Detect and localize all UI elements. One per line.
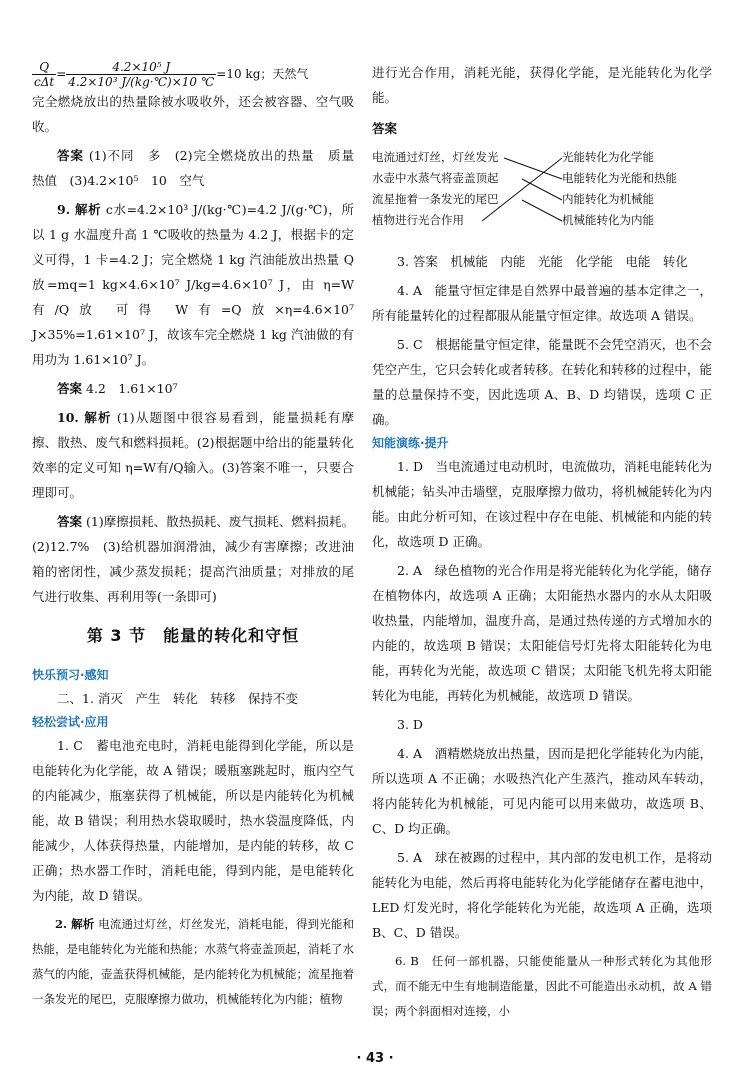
match-line — [522, 179, 562, 200]
right-column — [372, 60, 712, 1024]
match-left-item: 植物进行光合作用 — [372, 213, 464, 227]
match-right-item: 内能转化为机械能 — [562, 192, 654, 206]
qingsong-heading: 轻松尝试·应用 — [32, 715, 109, 729]
match-right-item: 电能转化为光能和热能 — [562, 171, 677, 185]
match-answer-label: 答案 — [372, 121, 398, 136]
page-number: · 43 · — [356, 1051, 394, 1066]
practice-3: 3. D — [397, 717, 423, 732]
match-line — [522, 200, 562, 221]
formula-tail: =10 kg；天然气 — [216, 67, 309, 81]
match-right-item: 机械能转化为内能 — [562, 213, 654, 227]
match-right-item: 光能转化为化学能 — [562, 150, 654, 164]
match-right-list — [562, 147, 712, 231]
left-column — [32, 60, 367, 1012]
question-2-continuation: 进行光合作用，消耗光能，获得化学能，是光能转化为化学能。 — [372, 65, 712, 105]
match-left-item: 流星拖着一条发光的尾巴 — [372, 192, 499, 206]
question-2-analysis: 2. 解析 电流通过灯丝，灯丝发光，消耗电能，得到光能和热能，是电能转化为光能和热能；水蒸气将壶盖顶起，消耗了水蒸气的内能，壶盖获得机械能，是内能转化为机械能；流星拖着一条发光的尾巴，克服摩擦力做功，机械能转化为内能；植物 — [32, 917, 355, 1006]
question-5: 5. C 根据能量守恒定律，能量既不会凭空消灭，也不会凭空产生，它只会转化或者转移。在转化和转移的过程中，能量的总量保持不变，因此选项 A、B、D 均错误，选项 C 正确。 — [372, 337, 712, 427]
practice-5: 5. A 球在被踢的过程中，其内部的发电机工作，是将动能转化为电能，然后再将电能转化为化学能储存在蓄电池中，LED 灯发光时，将化学能转化为光能，故选项 A 正确，选项 B、C、D 错误。 — [372, 850, 712, 940]
intro-continuation: 完全燃烧放出的热量除被水吸收外，还会被容器、空气吸收。 — [32, 94, 354, 134]
question-4: 4. A 能量守恒定律是自然界中最普遍的基本定律之一，所有能量转化的过程都服从能量守恒定律。故选项 A 错误。 — [372, 283, 712, 323]
practice-1: 1. D 当电流通过电动机时，电流做功，消耗电能转化为机械能；钻头冲击墙壁，克服摩擦力做功，将机械能转化为内能。由此分析可知，在该过程中存在电能、机械能和内能的转化，故选项 D 正确。 — [372, 459, 712, 549]
formula-line: $\frac{Q}{\text{cΔt}}$ = $\frac{\text{4.2×10⁵ J}}{\text{4.2×10³ J/(kg·℃)×10 ℃}}$ =10 kg；天然气 — [34, 60, 309, 89]
question-10-analysis: 10. 解析 (1)从题图中很容易看到，能量损耗有摩擦、散热、废气和燃料损耗。(2)根据题中给出的能量转化效率的定义可知 η=W有/Q输入。(3)答案不唯一，只要合理即可。 — [32, 410, 354, 500]
kuaile-answer: 二、1. 消灭 产生 转化 转移 保持不变 — [57, 691, 298, 706]
match-left-item: 电流通过灯丝，灯丝发光 — [372, 150, 499, 164]
answer-9: 答案 4.2 1.61×10⁷ — [57, 381, 178, 396]
practice-4: 4. A 酒精燃烧放出热量，因而是把化学能转化为内能，所以选项 A 不正确；水吸热汽化产生蒸汽，推动风车转动，将内能转化为机械能，可见内能可以用来做功，故选项 B、C、D 均正确。 — [372, 746, 712, 836]
answer-10: 答案 (1)摩擦损耗、散热损耗、废气损耗、燃料损耗。(2)12.7% (3)给机器加润滑油，减少有害摩擦；改进油箱的密闭性，减少蒸发损耗；提高汽油质量；对排放的尾气进行收集、再利用等(一条即可) — [32, 514, 354, 604]
question-9-analysis: 9. 解析 c水=4.2×10³ J/(kg·℃)=4.2 J/(g·℃)，所以 1 g 水温度升高 1 ℃吸收的热量为 4.2 J，根据卡的定义可得，1 卡=4.2 J；完全燃烧 1 kg 汽油能放出热量 Q放=mq=1 kg×4.6×10⁷ J/kg=4.6×10⁷ J，由 η=W有/Q放 可得 W有=Q放×η=4.6×10⁷ J×35%=1.61×10⁷ J，故该车完全燃烧 1 kg 汽油做的有用功为 1.61×10⁷ J。 — [32, 202, 354, 367]
match-line — [504, 158, 562, 179]
practice-2: 2. A 绿色植物的光合作用是将光能转化为化学能，储存在植物体内，故选项 A 正确；太阳能热水器内的水从太阳吸收热量，内能增加，温度升高，是通过热传递的方式增加水的内能的，故选项 B 错误；太阳能信号灯先将太阳能转化为电能，再转化为光能，故选项 C 错误；太阳能飞机先将太阳能转化为电能，再转化为机械能，故选项 D 错误。 — [372, 563, 712, 703]
fraction-q-over-ct: $\frac{Q}{\text{cΔt}}$ — [34, 60, 55, 89]
zhineng-heading: 知能演练·提升 — [372, 436, 449, 450]
match-line — [482, 158, 562, 221]
section-title: 第 3 节 能量的转化和守恒 — [86, 626, 300, 645]
kuaile-heading: 快乐预习·感知 — [32, 668, 109, 682]
question-3: 3. 答案 机械能 内能 光能 化学能 电能 转化 — [397, 254, 688, 269]
practice-6: 6. B 任何一部机器，只能使能量从一种形式转化为其他形式，而不能无中生有地制造能量，因此不可能造出永动机，故 A 错误；两个斜面相对连接，小 — [372, 954, 712, 1018]
match-left-item: 水壶中水蒸气将壶盖顶起 — [372, 171, 499, 185]
question-1: 1. C 蓄电池充电时，消耗电能得到化学能，所以是电能转化为化学能，故 A 错误；暖瓶塞跳起时，瓶内空气的内能减少，瓶塞获得了机械能，所以是内能转化为机械能，故 B 错误；利用热水袋取暖时，热水袋温度降低，内能减少，人体获得热量，内能增加，是内能的转移，故 C 正确；热水器工作时，消耗电能，得到内能，是电能转化为内能，故 D 错误。 — [32, 738, 354, 903]
matching-diagram — [372, 147, 712, 239]
answer-8: 答案 (1)不同 多 (2)完全燃烧放出的热量 质量 热值 (3)4.2×10⁵ 10 空气 — [32, 148, 367, 188]
fraction-values: $\frac{\text{4.2×10⁵ J}}{\text{4.2×10³ J/(kg·℃)×10 ℃}}$ — [68, 60, 215, 89]
